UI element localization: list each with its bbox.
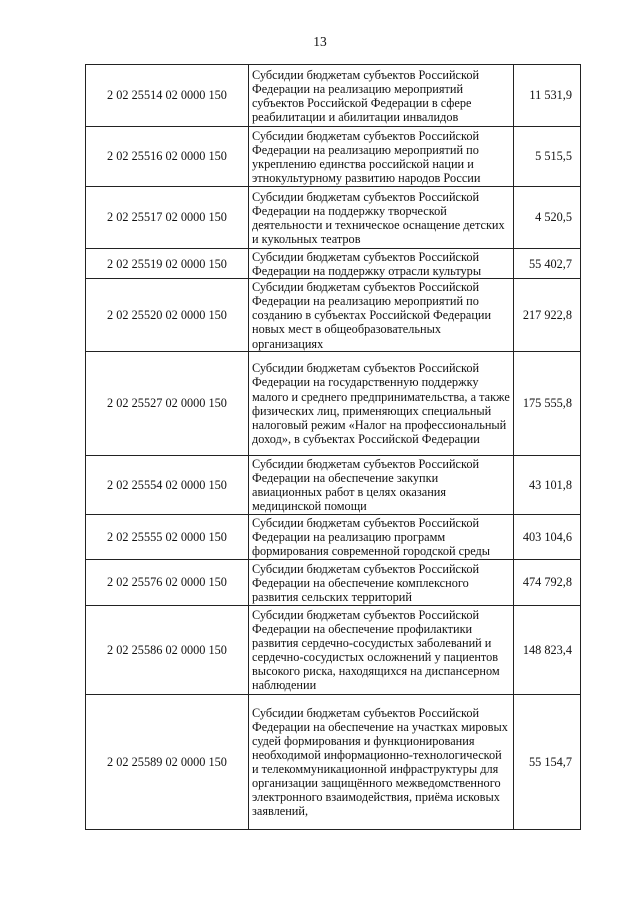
- row-amount: 474 792,8: [514, 559, 581, 605]
- row-description: Субсидии бюджетам субъектов Российской Федерации на обеспечение профилактики развития сердечно-сосудистых заболеваний и сердечно-сосудистых осложнений у пациентов высокого риска, находящихся на диспансерном наблюдении: [249, 605, 514, 694]
- table-row: [86, 514, 581, 559]
- budget-code: 2 02 25516 02 0000 150: [86, 127, 249, 187]
- table-row: [86, 605, 581, 694]
- row-description: Субсидии бюджетам субъектов Российской Федерации на реализацию программ формирования современной городской среды: [249, 514, 514, 559]
- table-row: [86, 127, 581, 187]
- budget-code: 2 02 25586 02 0000 150: [86, 605, 249, 694]
- row-amount: 5 515,5: [514, 127, 581, 187]
- table-row: [86, 187, 581, 249]
- row-amount: 148 823,4: [514, 605, 581, 694]
- budget-code: 2 02 25555 02 0000 150: [86, 514, 249, 559]
- budget-code: 2 02 25520 02 0000 150: [86, 279, 249, 351]
- row-amount: 4 520,5: [514, 187, 581, 249]
- row-description: Субсидии бюджетам субъектов Российской Федерации на реализацию мероприятий по созданию в субъектах Российской Федерации новых мест в общеобразовательных организациях: [249, 279, 514, 351]
- row-description: Субсидии бюджетам субъектов Российской Федерации на реализацию мероприятий субъектов Российской Федерации в сфере реабилитации и абилитации инвалидов: [249, 65, 514, 127]
- budget-code: 2 02 25554 02 0000 150: [86, 455, 249, 514]
- budget-code: 2 02 25527 02 0000 150: [86, 351, 249, 455]
- row-description: Субсидии бюджетам субъектов Российской Федерации на обеспечение на участках мировых судей формирования и функционирования необходимой информационно-технологической и телекоммуникационной инфраструктуры для организации защищённого межведомственного электронного взаимодействия, приёма исковых заявлений,: [249, 694, 514, 829]
- budget-code: 2 02 25514 02 0000 150: [86, 65, 249, 127]
- row-description: Субсидии бюджетам субъектов Российской Федерации на обеспечение комплексного развития сельских территорий: [249, 559, 514, 605]
- budget-code: 2 02 25576 02 0000 150: [86, 559, 249, 605]
- table-row: [86, 694, 581, 829]
- row-amount: 55 154,7: [514, 694, 581, 829]
- row-description: Субсидии бюджетам субъектов Российской Федерации на реализацию мероприятий по укреплению единства российской нации и этнокультурному развитию народов России: [249, 127, 514, 187]
- table-row: [86, 559, 581, 605]
- table-row: [86, 351, 581, 455]
- budget-code: 2 02 25517 02 0000 150: [86, 187, 249, 249]
- row-amount: 217 922,8: [514, 279, 581, 351]
- table-row: [86, 455, 581, 514]
- table-row: [86, 279, 581, 351]
- table-row: [86, 65, 581, 127]
- row-description: Субсидии бюджетам субъектов Российской Федерации на государственную поддержку малого и среднего предпринимательства, а также физических лиц, применяющих специальный налоговый режим «Налог на профессиональный доход», в субъектах Российской Федерации: [249, 351, 514, 455]
- row-description: Субсидии бюджетам субъектов Российской Федерации на поддержку творческой деятельности и техническое оснащение детских и кукольных театров: [249, 187, 514, 249]
- row-amount: 43 101,8: [514, 455, 581, 514]
- row-description: Субсидии бюджетам субъектов Российской Федерации на поддержку отрасли культуры: [249, 249, 514, 279]
- row-amount: 55 402,7: [514, 249, 581, 279]
- table-row: [86, 249, 581, 279]
- budget-code: 2 02 25519 02 0000 150: [86, 249, 249, 279]
- budget-code: 2 02 25589 02 0000 150: [86, 694, 249, 829]
- page-number: 13: [313, 34, 327, 49]
- row-amount: 11 531,9: [514, 65, 581, 127]
- row-description: Субсидии бюджетам субъектов Российской Федерации на обеспечение закупки авиационных работ в целях оказания медицинской помощи: [249, 455, 514, 514]
- row-amount: 175 555,8: [514, 351, 581, 455]
- revenue-table: [85, 64, 581, 830]
- row-amount: 403 104,6: [514, 514, 581, 559]
